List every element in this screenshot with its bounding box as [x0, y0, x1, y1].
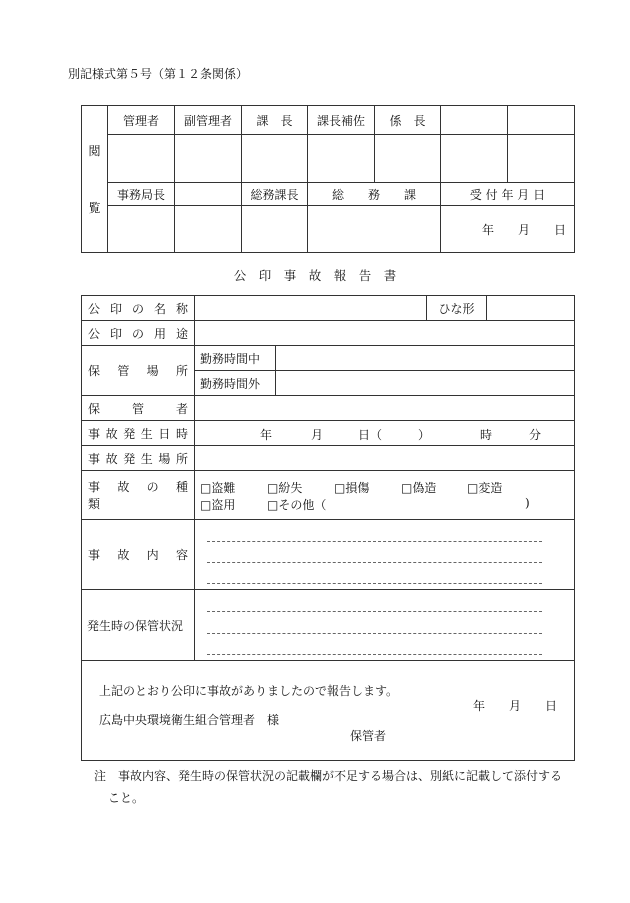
approver-deputy-manager-header: 副管理者 — [175, 106, 242, 135]
approval-table — [81, 105, 575, 253]
stamp-box-section-chief[interactable] — [242, 135, 308, 183]
stamp-box-general-affairs-chief[interactable] — [242, 206, 308, 253]
stamp-box-secretariat-head[interactable] — [108, 206, 175, 253]
receipt-date-header: 受 付 年 月 日 — [441, 183, 575, 206]
seal-name-label: 公 印 の 名 称 — [82, 296, 195, 321]
type-forgery-checkbox[interactable]: □偽造 — [401, 481, 437, 495]
custodian-label: 保 管 者 — [82, 396, 195, 421]
incident-place-field[interactable] — [195, 446, 575, 471]
report-statement: 上記のとおり公印に事故がありましたので報告します。 — [99, 684, 399, 698]
datetime-hour: 時 — [480, 428, 493, 442]
approver-assistant-chief-header: 課長補佐 — [308, 106, 375, 135]
status-line-2 — [207, 633, 542, 634]
hinagata-label: ひな形 — [427, 296, 487, 321]
document-title: 公 印 事 故 報 告 書 — [233, 268, 397, 283]
report-date[interactable]: 年 月 日 — [473, 699, 558, 713]
off-hours-label: 勤務時間外 — [195, 371, 276, 396]
datetime-month: 月 — [311, 428, 324, 442]
stamp-box-subsection-chief[interactable] — [375, 135, 441, 183]
side-label-bottom: 覧 — [88, 201, 101, 215]
note-line-1: 注 事故内容、発生時の保管状況の記載欄が不足する場合は、別紙に記載して添付する — [94, 769, 563, 783]
datetime-day: 日（ ） — [358, 428, 431, 442]
incident-type-field — [195, 471, 575, 520]
approver-secretariat-head-header: 事務局長 — [108, 183, 175, 206]
working-hours-label: 勤務時間中 — [195, 346, 276, 371]
storage-location-label: 保 管 場 所 — [82, 346, 195, 396]
seal-use-field[interactable] — [195, 321, 575, 346]
approval-blank-cell — [175, 183, 242, 206]
stamp-box-blank-1[interactable] — [441, 135, 508, 183]
incident-datetime-label: 事 故 発 生 日 時 — [82, 421, 195, 446]
report-statement-box — [82, 661, 575, 761]
incident-content-field[interactable] — [195, 520, 575, 590]
approval-blank-header-1 — [441, 106, 508, 135]
seal-use-label: 公 印 の 用 途 — [82, 321, 195, 346]
custodian-field[interactable] — [195, 396, 575, 421]
general-affairs-section-header: 総 務 課 — [308, 183, 441, 206]
side-label-top: 閲 — [88, 144, 101, 158]
stamp-box-deputy-manager[interactable] — [175, 135, 242, 183]
approver-manager-header: 管理者 — [108, 106, 175, 135]
note-line-2: こと。 — [108, 791, 145, 805]
report-addressee: 広島中央環境衛生組合管理者 様 — [99, 713, 280, 727]
incident-place-label: 事 故 発 生 場 所 — [82, 446, 195, 471]
content-line-1 — [207, 541, 542, 542]
approver-section-chief-header: 課 長 — [242, 106, 308, 135]
type-other-checkbox[interactable]: □その他（ — [267, 498, 327, 512]
incident-type-label: 事 故 の 種 類 — [82, 471, 195, 520]
approver-subsection-chief-header: 係 長 — [375, 106, 441, 135]
stamp-box-general-affairs-section[interactable] — [308, 206, 441, 253]
storage-status-label: 発生時の保管状況 — [82, 590, 195, 661]
status-line-1 — [207, 611, 542, 612]
hinagata-field[interactable] — [487, 296, 575, 321]
type-alteration-checkbox[interactable]: □変造 — [467, 481, 503, 495]
incident-content-label: 事 故 内 容 — [82, 520, 195, 590]
incident-datetime-field[interactable] — [195, 421, 575, 446]
type-theft-checkbox[interactable]: □盗難 — [200, 481, 236, 495]
receipt-date-value[interactable]: 年 月 日 — [441, 206, 575, 253]
content-line-2 — [207, 562, 542, 563]
storage-status-field[interactable] — [195, 590, 575, 661]
working-hours-field[interactable] — [276, 346, 575, 371]
stamp-box-assistant-chief[interactable] — [308, 135, 375, 183]
stamp-box-blank-3[interactable] — [175, 206, 242, 253]
seal-name-field[interactable] — [195, 296, 427, 321]
datetime-minute: 分 — [529, 428, 542, 442]
type-misuse-checkbox[interactable]: □盗用 — [200, 498, 236, 512]
type-other-close-paren: ) — [525, 496, 530, 510]
stamp-box-manager[interactable] — [108, 135, 175, 183]
datetime-year: 年 — [260, 428, 273, 442]
type-loss-checkbox[interactable]: □紛失 — [267, 481, 303, 495]
off-hours-field[interactable] — [276, 371, 575, 396]
side-label-cell — [82, 106, 108, 253]
form-header: 別記様式第５号（第１２条関係） — [68, 67, 249, 81]
report-table — [81, 295, 575, 761]
stamp-box-blank-2[interactable] — [508, 135, 575, 183]
approver-general-affairs-chief-header: 総務課長 — [242, 183, 308, 206]
approval-blank-header-2 — [508, 106, 575, 135]
content-line-3 — [207, 583, 542, 584]
type-damage-checkbox[interactable]: □損傷 — [334, 481, 370, 495]
status-line-3 — [207, 654, 542, 655]
report-signer-label: 保管者 — [350, 729, 387, 743]
